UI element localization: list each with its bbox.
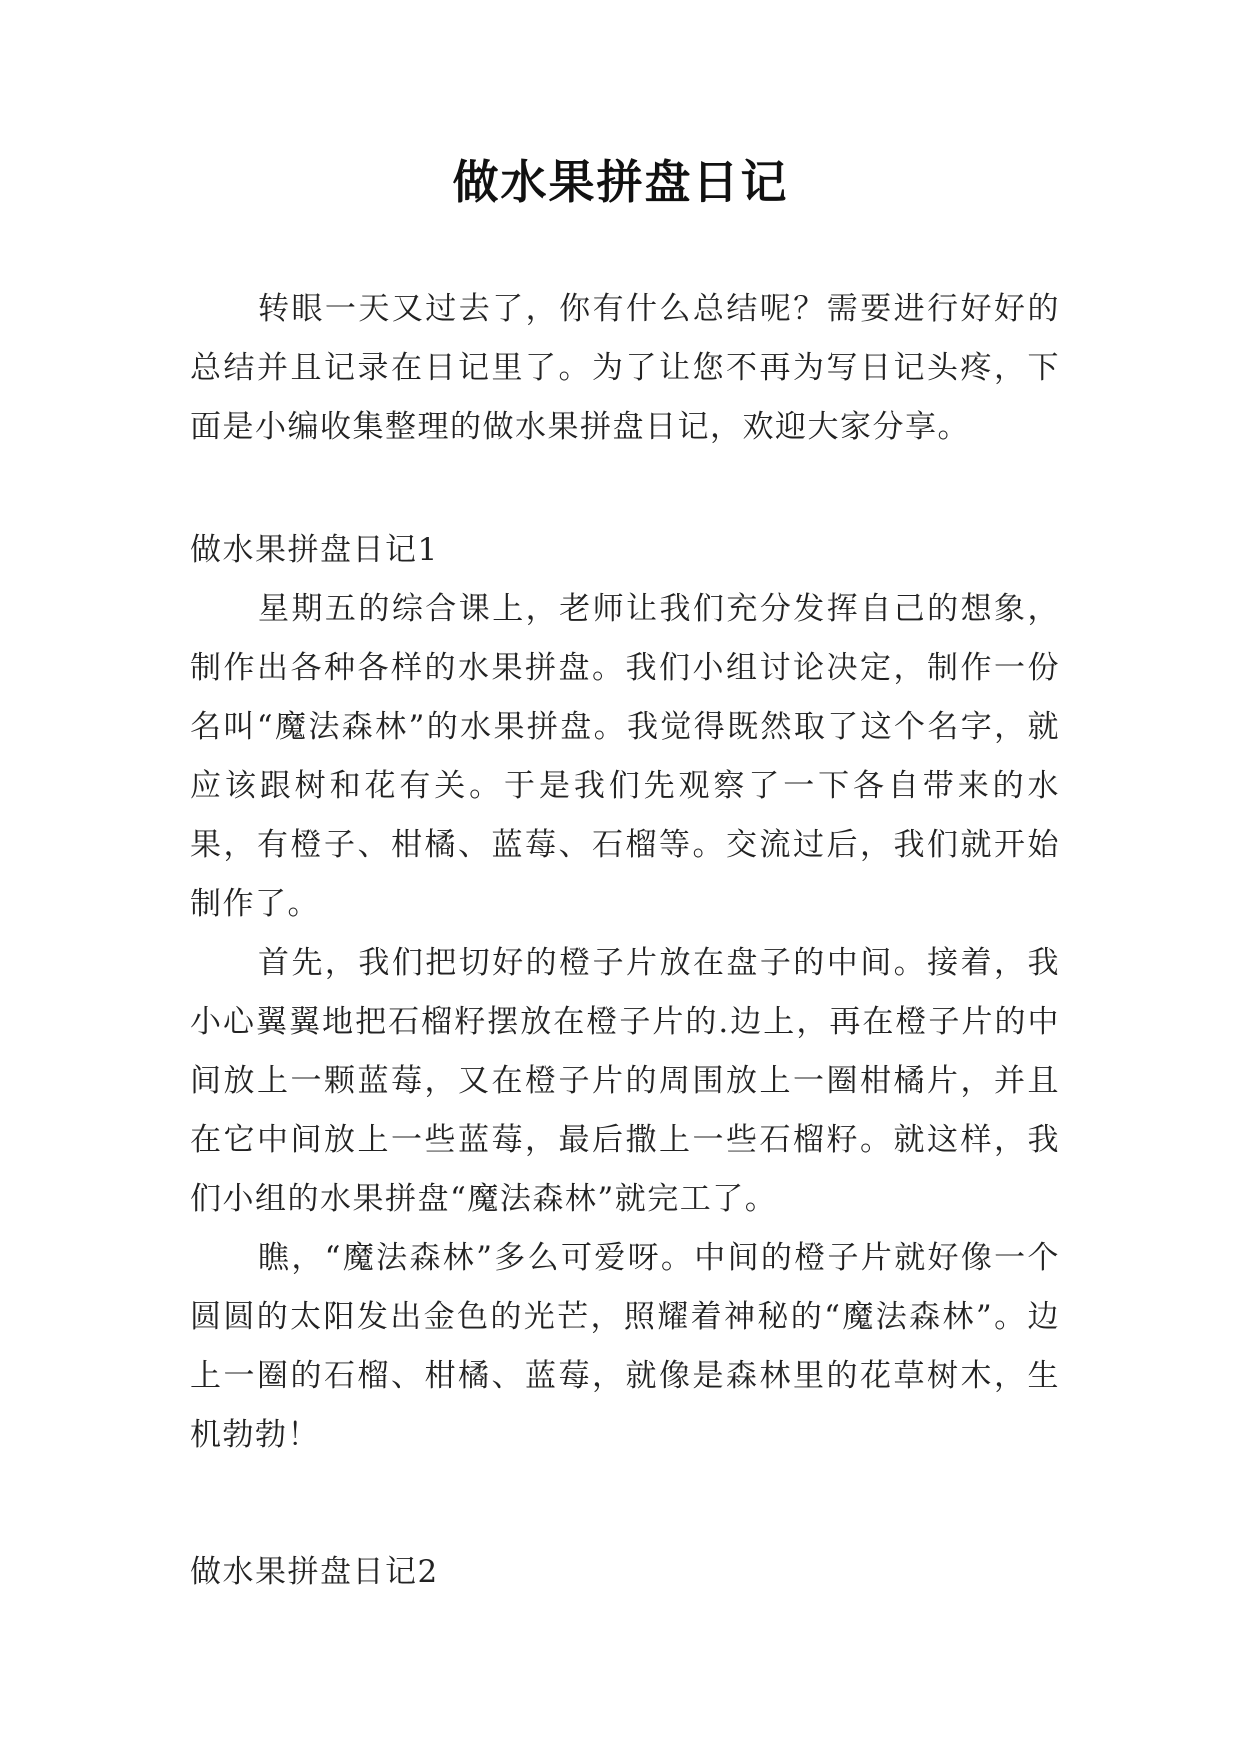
section-1-paragraph-3: 瞧，“魔法森林”多么可爱呀。中间的橙子片就好像一个圆圆的太阳发出金色的光芒，照耀着神秘的“魔法森林”。边上一圈的石榴、柑橘、蓝莓，就像是森林里的花草树木，生机勃勃！ xyxy=(190,1240,1060,1453)
section-1-paragraph-2: 首先，我们把切好的橙子片放在盘子的中间。接着，我小心翼翼地把石榴籽摆放在橙子片的.边上，再在橙子片的中间放上一颗蓝莓，又在橙子片的周围放上一圈柑橘片，并且在它中间放上一些蓝莓，最后撒上一些石榴籽。就这样，我们小组的水果拼盘“魔法森林”就完工了。 xyxy=(190,945,1060,1217)
section-heading-2: 做水果拼盘日记2 xyxy=(190,1554,439,1590)
document-body xyxy=(190,280,1060,1602)
document-title: 做水果拼盘日记 xyxy=(452,155,789,209)
section-heading-1: 做水果拼盘日记1 xyxy=(190,532,439,568)
intro-paragraph: 转眼一天又过去了，你有什么总结呢？需要进行好好的总结并且记录在日记里了。为了让您不再为写日记头疼，下面是小编收集整理的做水果拼盘日记，欢迎大家分享。 xyxy=(190,291,1060,445)
section-1-paragraph-1: 星期五的综合课上，老师让我们充分发挥自己的想象，制作出各种各样的水果拼盘。我们小组讨论决定，制作一份名叫“魔法森林”的水果拼盘。我觉得既然取了这个名字，就应该跟树和花有关。于是我们先观察了一下各自带来的水果，有橙子、柑橘、蓝莓、石榴等。交流过后，我们就开始制作了。 xyxy=(190,591,1060,922)
